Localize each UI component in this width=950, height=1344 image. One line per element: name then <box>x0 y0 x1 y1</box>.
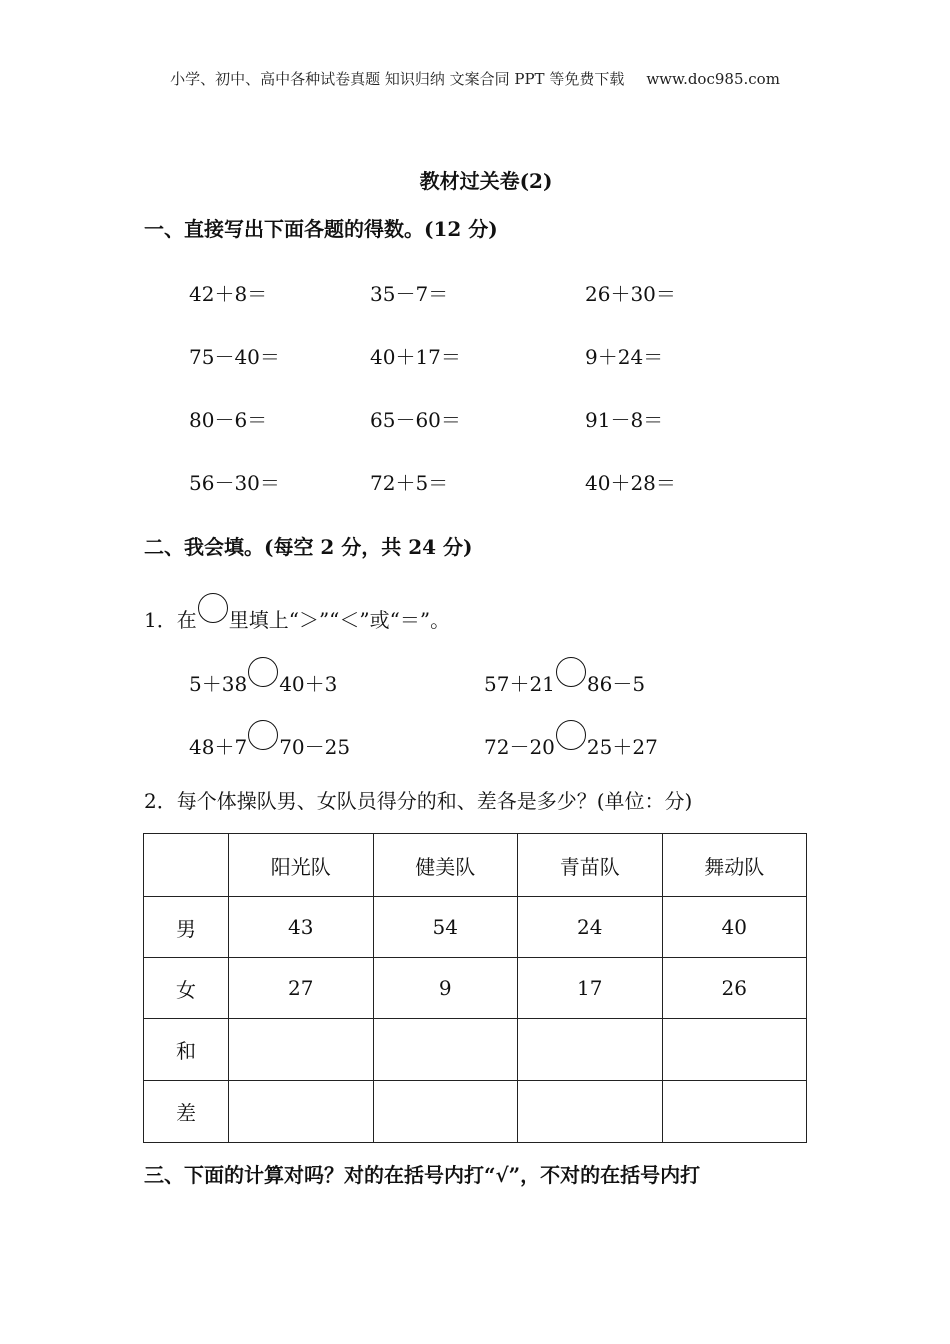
compare-item <box>484 657 645 697</box>
answer-cell[interactable] <box>229 1081 374 1143</box>
table-row <box>144 1081 807 1143</box>
row-label: 差 <box>144 1081 229 1143</box>
table-header-cell: 舞动队 <box>662 834 807 897</box>
answer-cell[interactable] <box>229 1019 374 1081</box>
row-label: 和 <box>144 1019 229 1081</box>
answer-circle-icon[interactable] <box>248 657 278 687</box>
table-cell: 54 <box>373 897 518 958</box>
table-row <box>144 897 807 958</box>
answer-circle-icon[interactable] <box>248 720 278 750</box>
problem: 91－8＝ <box>585 408 664 432</box>
table-row <box>144 1019 807 1081</box>
compare-left: 57＋21 <box>484 672 555 696</box>
problem: 9＋24＝ <box>585 345 664 369</box>
table-cell: 9 <box>373 958 518 1019</box>
table-row <box>144 958 807 1019</box>
page-header <box>0 68 950 89</box>
table-cell: 40 <box>662 897 807 958</box>
answer-cell[interactable] <box>662 1081 807 1143</box>
row-label: 男 <box>144 897 229 958</box>
compare-right: 25＋27 <box>586 735 658 759</box>
compare-item <box>484 720 658 760</box>
problem: 40＋17＝ <box>370 345 461 369</box>
compare-item <box>189 657 337 697</box>
compare-left: 5＋38 <box>189 672 248 696</box>
compare-left: 72－20 <box>484 735 555 759</box>
answer-cell[interactable] <box>373 1019 518 1081</box>
problem: 42＋8＝ <box>189 282 268 306</box>
q1-suffix: 里填上“＞”“＜”或“＝”。 <box>228 608 451 632</box>
table-cell: 43 <box>229 897 374 958</box>
table-header-cell: 健美队 <box>373 834 518 897</box>
compare-item <box>189 720 350 760</box>
table-header-cell <box>144 834 229 897</box>
question-2: 2．每个体操队男、女队员得分的和、差各是多少？(单位：分) <box>144 789 693 813</box>
problem: 26＋30＝ <box>585 282 676 306</box>
problem: 56－30＝ <box>189 471 280 495</box>
problem: 75－40＝ <box>189 345 280 369</box>
table-cell: 17 <box>518 958 663 1019</box>
table-header-row <box>144 834 807 897</box>
table-cell: 26 <box>662 958 807 1019</box>
compare-right: 70－25 <box>279 735 351 759</box>
answer-circle-icon <box>198 593 228 623</box>
problem: 35－7＝ <box>370 282 449 306</box>
compare-right: 86－5 <box>586 672 646 696</box>
problem: 72＋5＝ <box>370 471 449 495</box>
question-1 <box>144 593 450 633</box>
table-header-cell: 阳光队 <box>229 834 374 897</box>
section-3-heading: 三、下面的计算对吗？对的在括号内打“√”，不对的在括号内打 <box>144 1163 701 1187</box>
answer-cell[interactable] <box>518 1081 663 1143</box>
answer-cell[interactable] <box>373 1081 518 1143</box>
compare-right: 40＋3 <box>279 672 338 696</box>
score-table <box>143 833 807 1143</box>
problem: 65－60＝ <box>370 408 461 432</box>
problem: 80－6＝ <box>189 408 268 432</box>
compare-left: 48＋7 <box>189 735 248 759</box>
answer-cell[interactable] <box>518 1019 663 1081</box>
table-cell: 24 <box>518 897 663 958</box>
section-1-heading: 一、直接写出下面各题的得数。(12 分) <box>144 217 498 241</box>
header-site: www.doc985.com <box>646 70 780 88</box>
answer-circle-icon[interactable] <box>556 720 586 750</box>
page-title: 教材过关卷(2) <box>419 169 553 193</box>
table-cell: 27 <box>229 958 374 1019</box>
answer-circle-icon[interactable] <box>556 657 586 687</box>
q1-prefix: 1．在 <box>144 608 197 632</box>
row-label: 女 <box>144 958 229 1019</box>
answer-cell[interactable] <box>662 1019 807 1081</box>
problem: 40＋28＝ <box>585 471 676 495</box>
header-text: 小学、初中、高中各种试卷真题 知识归纳 文案合同 PPT 等免费下载 <box>170 70 625 88</box>
table-header-cell: 青苗队 <box>518 834 663 897</box>
section-2-heading: 二、我会填。(每空 2 分，共 24 分) <box>144 535 473 559</box>
